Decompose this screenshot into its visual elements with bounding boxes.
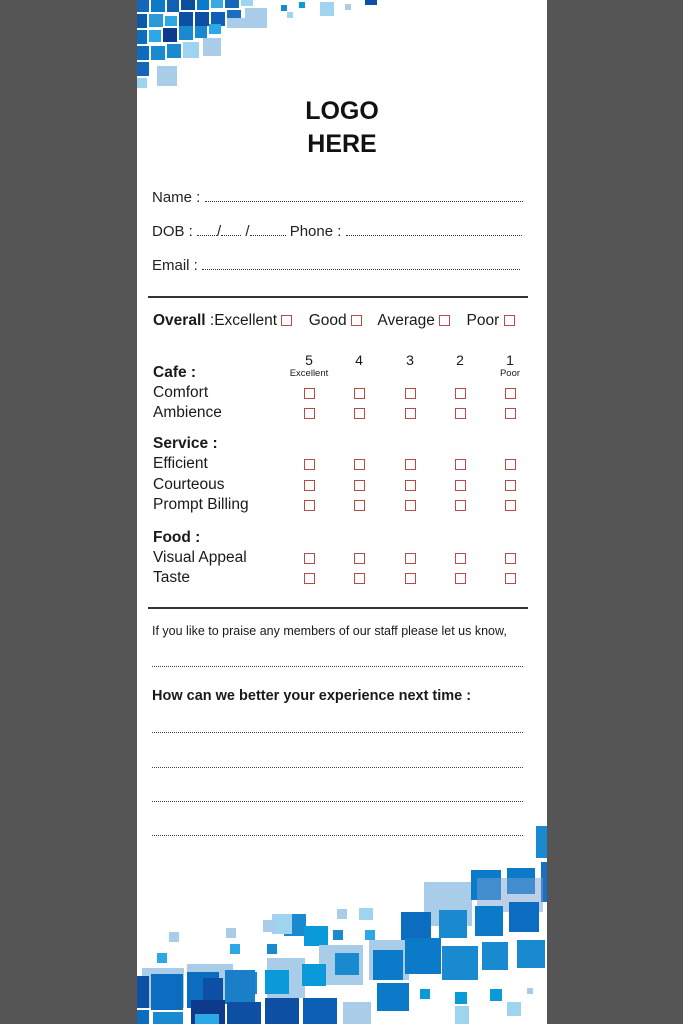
rating-column-3 xyxy=(385,352,435,368)
improve-input-line-4[interactable] xyxy=(152,835,523,836)
dob-separator: / xyxy=(217,223,222,240)
row-label: Efficient xyxy=(153,455,208,472)
rating-checkbox-2[interactable] xyxy=(455,573,466,584)
divider xyxy=(148,296,528,298)
email-input-line[interactable] xyxy=(202,258,520,270)
praise-staff-input-line[interactable] xyxy=(152,666,523,667)
name-input-line[interactable] xyxy=(205,190,523,202)
rating-checkbox-1[interactable] xyxy=(505,573,516,584)
rating-checkbox-2[interactable] xyxy=(455,480,466,491)
improve-experience-question: How can we better your experience next time : xyxy=(152,688,472,704)
rating-checkbox-4[interactable] xyxy=(354,553,365,564)
rating-checkbox-5[interactable] xyxy=(304,388,315,399)
dob-year-input[interactable] xyxy=(250,224,286,236)
rating-checkbox-4[interactable] xyxy=(354,480,365,491)
logo-line-2: HERE xyxy=(307,130,377,158)
rating-checkbox-3[interactable] xyxy=(405,408,416,419)
rating-checkbox-2[interactable] xyxy=(455,388,466,399)
rating-column-2 xyxy=(435,352,485,368)
rating-checkbox-3[interactable] xyxy=(405,573,416,584)
overall-average-checkbox[interactable] xyxy=(439,315,450,326)
row-label: Visual Appeal xyxy=(153,549,247,566)
section-title-cafe: Cafe : xyxy=(153,364,197,381)
rating-checkbox-3[interactable] xyxy=(405,500,416,511)
rating-column-5 xyxy=(284,352,334,378)
overall-label: Overall xyxy=(153,312,206,329)
rating-checkbox-3[interactable] xyxy=(405,459,416,470)
rating-row-comfort xyxy=(153,384,533,404)
name-field[interactable] xyxy=(152,189,524,206)
row-label: Taste xyxy=(153,569,191,586)
rating-row-efficient xyxy=(153,455,533,475)
dob-phone-row xyxy=(152,223,524,240)
praise-staff-prompt: If you like to praise any members of our staff please let us know, xyxy=(152,624,507,638)
name-label: Name : xyxy=(152,189,201,206)
row-label: Prompt Billing xyxy=(153,496,249,513)
rating-checkbox-5[interactable] xyxy=(304,480,315,491)
rating-checkbox-1[interactable] xyxy=(505,459,516,470)
overall-colon: : xyxy=(205,312,215,329)
rating-value: 5 xyxy=(305,352,313,368)
divider xyxy=(148,607,528,609)
rating-checkbox-1[interactable] xyxy=(505,480,516,491)
overall-option-excellent-label: Excellent xyxy=(214,312,278,329)
rating-checkbox-3[interactable] xyxy=(405,388,416,399)
email-field[interactable] xyxy=(152,257,524,274)
section-title-service: Service : xyxy=(153,435,218,452)
rating-checkbox-1[interactable] xyxy=(505,500,516,511)
rating-value: 4 xyxy=(355,352,363,368)
rating-checkbox-5[interactable] xyxy=(304,459,315,470)
rating-value: 1 xyxy=(506,352,514,368)
rating-value: 3 xyxy=(406,352,414,368)
rating-checkbox-5[interactable] xyxy=(304,553,315,564)
feedback-card xyxy=(137,0,547,1024)
rating-checkbox-2[interactable] xyxy=(455,553,466,564)
rating-checkbox-1[interactable] xyxy=(505,553,516,564)
dob-month-input[interactable] xyxy=(221,224,241,236)
overall-option-average-label: Average xyxy=(377,312,435,329)
rating-column-4 xyxy=(334,352,384,368)
rating-row-taste xyxy=(153,569,533,589)
improve-input-line-1[interactable] xyxy=(152,732,523,733)
rating-row-visual-appeal xyxy=(153,549,533,569)
rating-checkbox-5[interactable] xyxy=(304,500,315,511)
overall-option-poor-label: Poor xyxy=(466,312,500,329)
rating-value: 2 xyxy=(456,352,464,368)
overall-good-checkbox[interactable] xyxy=(351,315,362,326)
rating-checkbox-4[interactable] xyxy=(354,388,365,399)
phone-label: Phone : xyxy=(289,223,342,240)
rating-checkbox-4[interactable] xyxy=(354,459,365,470)
overall-excellent-checkbox[interactable] xyxy=(281,315,292,326)
rating-checkbox-4[interactable] xyxy=(354,573,365,584)
rating-checkbox-5[interactable] xyxy=(304,408,315,419)
email-label: Email : xyxy=(152,257,198,274)
rating-checkbox-2[interactable] xyxy=(455,408,466,419)
rating-checkbox-4[interactable] xyxy=(354,408,365,419)
rating-checkbox-2[interactable] xyxy=(455,500,466,511)
rating-caption-poor: Poor xyxy=(499,368,521,379)
dob-day-input[interactable] xyxy=(197,224,217,236)
rating-row-ambience xyxy=(153,404,533,424)
overall-option-good-label: Good xyxy=(308,312,347,329)
rating-checkbox-5[interactable] xyxy=(304,573,315,584)
rating-caption-excellent: Excellent xyxy=(289,368,329,379)
section-title-food: Food : xyxy=(153,529,201,546)
improve-input-line-3[interactable] xyxy=(152,801,523,802)
overall-poor-checkbox[interactable] xyxy=(504,315,515,326)
rating-row-prompt-billing xyxy=(153,496,533,516)
rating-checkbox-4[interactable] xyxy=(354,500,365,511)
rating-row-courteous xyxy=(153,476,533,496)
row-label: Comfort xyxy=(153,384,209,401)
rating-column-1 xyxy=(485,352,535,378)
overall-rating-row xyxy=(153,312,515,330)
phone-input-line[interactable] xyxy=(346,224,522,236)
improve-input-line-2[interactable] xyxy=(152,767,523,768)
row-label: Ambience xyxy=(153,404,222,421)
rating-checkbox-1[interactable] xyxy=(505,408,516,419)
row-label: Courteous xyxy=(153,476,225,493)
logo-line-1: LOGO xyxy=(305,97,379,125)
dob-label: DOB : xyxy=(152,223,193,240)
rating-checkbox-3[interactable] xyxy=(405,553,416,564)
rating-checkbox-2[interactable] xyxy=(455,459,466,470)
dob-separator: / xyxy=(245,223,250,240)
rating-checkbox-1[interactable] xyxy=(505,388,516,399)
rating-checkbox-3[interactable] xyxy=(405,480,416,491)
